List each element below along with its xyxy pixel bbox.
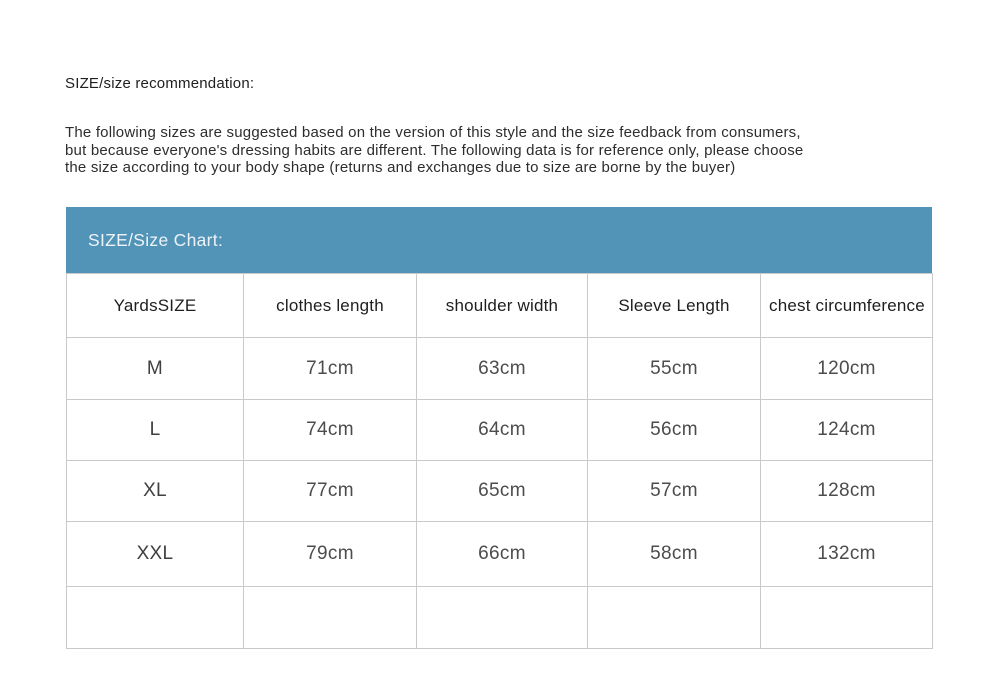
- cell-shoulder-width: 63cm: [417, 338, 588, 400]
- size-disclaimer-line: The following sizes are suggested based on the version of this style and the size feedback from consumers,: [65, 124, 801, 141]
- size-disclaimer-line: the size according to your body shape (returns and exchanges due to size are borne by the buyer): [65, 159, 736, 176]
- table-row-xxl: [67, 522, 933, 587]
- cell-chest-circumference: 120cm: [761, 338, 933, 400]
- cell-size: L: [67, 400, 244, 461]
- cell-sleeve-length: 58cm: [588, 522, 761, 587]
- cell-size: XXL: [67, 522, 244, 587]
- cell-size: M: [67, 338, 244, 400]
- empty-cell: [67, 587, 244, 649]
- cell-clothes-length: 79cm: [244, 522, 417, 587]
- header-row: [67, 274, 933, 338]
- cell-chest-circumference: 128cm: [761, 461, 933, 522]
- column-header-clothes-length: clothes length: [244, 274, 417, 338]
- cell-clothes-length: 71cm: [244, 338, 417, 400]
- cell-shoulder-width: 65cm: [417, 461, 588, 522]
- page-title: SIZE/size recommendation:: [65, 75, 255, 92]
- size-disclaimer-line: but because everyone's dressing habits are different. The following data is for reference only, please choose: [65, 141, 804, 159]
- cell-shoulder-width: 66cm: [417, 522, 588, 587]
- table-row-empty: [67, 587, 933, 649]
- size-disclaimer-paragraph: [65, 124, 945, 177]
- table-row-l: [67, 400, 933, 461]
- cell-chest-circumference: 132cm: [761, 522, 933, 587]
- size-chart-title: SIZE/Size Chart:: [88, 229, 224, 250]
- size-chart-title-bar: [66, 207, 932, 273]
- empty-cell: [417, 587, 588, 649]
- empty-cell: [244, 587, 417, 649]
- empty-cell: [588, 587, 761, 649]
- cell-shoulder-width: 64cm: [417, 400, 588, 461]
- empty-cell: [761, 587, 933, 649]
- cell-chest-circumference: 124cm: [761, 400, 933, 461]
- table-row-m: [67, 338, 933, 400]
- cell-clothes-length: 74cm: [244, 400, 417, 461]
- column-header-size: YardsSIZE: [67, 274, 244, 338]
- cell-sleeve-length: 56cm: [588, 400, 761, 461]
- cell-sleeve-length: 55cm: [588, 338, 761, 400]
- column-header-sleeve-length: Sleeve Length: [588, 274, 761, 338]
- table-row-xl: [67, 461, 933, 522]
- cell-size: XL: [67, 461, 244, 522]
- size-chart-table: [66, 273, 933, 649]
- cell-sleeve-length: 57cm: [588, 461, 761, 522]
- cell-clothes-length: 77cm: [244, 461, 417, 522]
- column-header-shoulder-width: shoulder width: [417, 274, 588, 338]
- column-header-chest-circumference: chest circumference: [761, 274, 933, 338]
